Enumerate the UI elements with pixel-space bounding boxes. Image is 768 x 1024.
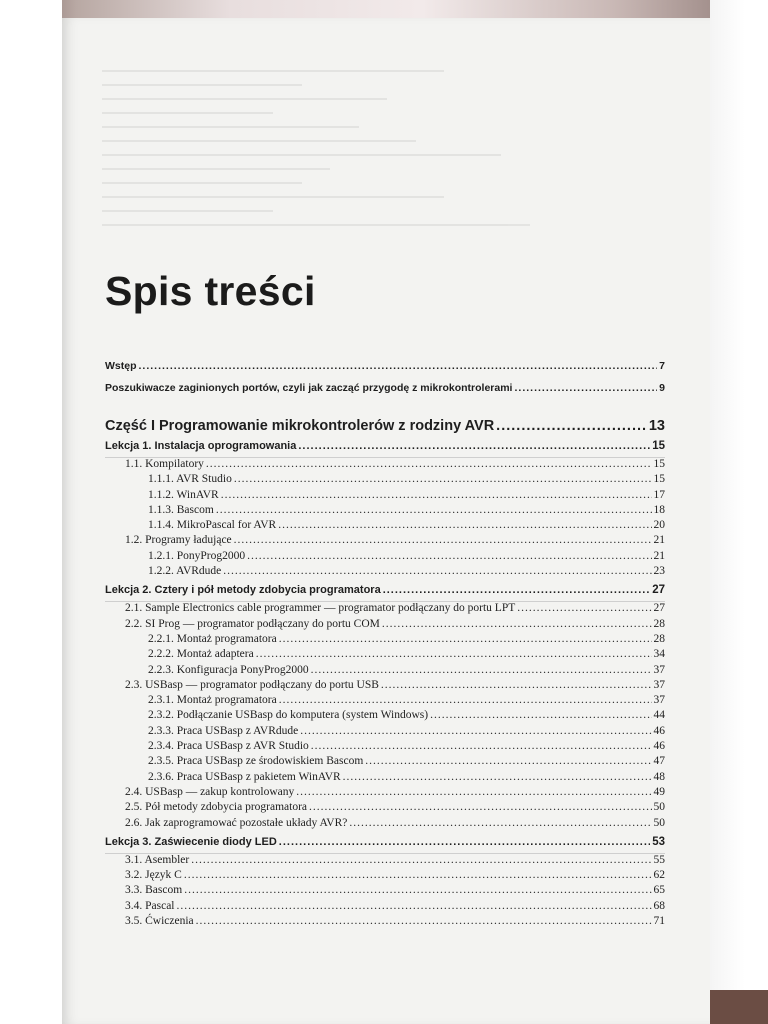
toc-page-number: 53: [652, 835, 665, 848]
leader-dots: [247, 550, 651, 562]
leader-dots: [196, 915, 652, 927]
toc-section-row[interactable]: [105, 884, 665, 899]
toc-page-number: 15: [653, 473, 665, 486]
leader-dots: [177, 900, 652, 912]
toc-subsection-row[interactable]: [105, 473, 665, 488]
toc-page-number: 15: [653, 458, 665, 470]
page-title: Spis treści: [105, 268, 316, 314]
toc-entry-label: 2.2.1. Montaż programatora: [148, 632, 277, 645]
leader-dots: [184, 869, 652, 881]
toc-lesson-row[interactable]: [105, 836, 665, 854]
table-of-contents: [105, 360, 665, 930]
toc-lesson-row[interactable]: [105, 584, 665, 602]
toc-page-number: 21: [653, 534, 665, 547]
toc-subsection-row[interactable]: [105, 664, 665, 679]
toc-page-number: 55: [653, 853, 665, 866]
toc-entry-label: 2.3.4. Praca USBasp z AVR Studio: [148, 740, 309, 753]
toc-section-row[interactable]: [105, 618, 665, 633]
toc-subsection-row[interactable]: [105, 740, 665, 755]
toc-entry-label: 1.1.4. MikroPascal for AVR: [148, 519, 277, 532]
toc-entry-label: 2.4. USBasp — zakup kontrolowany: [125, 785, 295, 798]
leader-dots: [343, 771, 652, 783]
leader-dots: [309, 801, 651, 813]
toc-page-number: 27: [653, 602, 665, 615]
toc-page-number: 7: [659, 360, 665, 372]
toc-intro-row[interactable]: [105, 382, 665, 404]
leader-dots: [300, 725, 651, 737]
toc-entry-label: Część I Programowanie mikrokontrolerów z rodziny AVR: [105, 418, 495, 434]
leader-dots: [349, 817, 651, 829]
toc-page-number: 28: [653, 632, 665, 645]
toc-subsection-row[interactable]: [105, 519, 665, 534]
leader-dots: [311, 740, 652, 752]
toc-entry-label: 2.6. Jak zaprogramować pozostałe układy AVR?: [125, 816, 348, 829]
toc-page-number: 46: [653, 724, 665, 737]
book-page: [62, 18, 710, 1024]
leader-dots: [234, 473, 652, 485]
toc-page-number: 71: [653, 915, 665, 928]
toc-entry-label: 2.3. USBasp — programator podłączany do portu USB: [125, 678, 379, 691]
leader-dots: [221, 489, 652, 501]
leader-dots: [216, 504, 652, 516]
toc-section-row[interactable]: [105, 602, 665, 617]
toc-entry-label: Wstęp: [105, 360, 137, 372]
toc-subsection-row[interactable]: [105, 709, 665, 724]
leader-dots: [381, 679, 652, 691]
toc-page-number: 37: [653, 678, 665, 691]
toc-page-number: 46: [653, 740, 665, 753]
toc-entry-label: 2.3.5. Praca USBasp ze środowiskiem Bascom: [148, 755, 364, 768]
toc-subsection-row[interactable]: [105, 755, 665, 770]
leader-dots: [256, 648, 652, 660]
toc-section-row[interactable]: [105, 869, 665, 884]
toc-entry-label: 2.5. Pół metody zdobycia programatora: [125, 801, 308, 814]
toc-page-number: 68: [653, 899, 665, 912]
leader-dots: [311, 664, 652, 676]
toc-page-number: 65: [653, 884, 665, 897]
toc-entry-label: 3.3. Bascom: [125, 884, 183, 897]
toc-page-number: 9: [659, 382, 665, 394]
toc-subsection-row[interactable]: [105, 550, 665, 565]
toc-page-number: 28: [653, 617, 665, 630]
toc-subsection-row[interactable]: [105, 565, 665, 580]
scan-bottom-corner: [708, 990, 768, 1024]
leader-dots: [279, 694, 652, 706]
toc-entry-label: 3.5. Ćwiczenia: [125, 915, 194, 928]
leader-dots: [298, 440, 650, 452]
toc-page-number: 13: [648, 418, 665, 434]
toc-page-number: 20: [653, 519, 665, 532]
toc-entry-label: 1.1.2. WinAVR: [148, 488, 219, 501]
toc-subsection-row[interactable]: [105, 648, 665, 663]
toc-subsection-row[interactable]: [105, 725, 665, 740]
toc-page-number: 34: [653, 648, 665, 661]
toc-page-number: 18: [653, 503, 665, 516]
toc-section-row[interactable]: [105, 534, 665, 549]
toc-entry-label: 2.3.3. Praca USBasp z AVRdude: [148, 724, 299, 737]
toc-entry-label: Lekcja 2. Cztery i pół metody zdobycia programatora: [105, 584, 381, 597]
toc-entry-label: Lekcja 1. Instalacja oprogramowania: [105, 440, 297, 452]
leader-dots: [139, 360, 658, 372]
toc-section-row[interactable]: [105, 458, 665, 473]
toc-entry-label: 2.2.2. Montaż adaptera: [148, 648, 254, 661]
leader-dots: [278, 519, 651, 531]
toc-page-number: 44: [653, 709, 665, 722]
leader-dots: [191, 854, 651, 866]
toc-subsection-row[interactable]: [105, 489, 665, 504]
toc-page-number: 27: [652, 584, 665, 597]
toc-entry-label: 2.2. SI Prog — programator podłączany do portu COM: [125, 617, 380, 630]
toc-entries: [105, 440, 665, 930]
toc-page-number: 37: [653, 694, 665, 707]
toc-page-number: 37: [653, 663, 665, 676]
toc-page-number: 49: [653, 785, 665, 798]
toc-entry-label: Poszukiwacze zaginionych portów, czyli jak zacząć przygodę z mikrokontrolerami: [105, 382, 513, 394]
toc-page-number: 47: [653, 755, 665, 768]
toc-subsection-row[interactable]: [105, 504, 665, 519]
leader-dots: [206, 458, 652, 470]
leader-dots: [496, 418, 647, 434]
leader-dots: [184, 884, 651, 896]
leader-dots: [430, 709, 651, 721]
toc-subsection-row[interactable]: [105, 633, 665, 648]
toc-page-number: 15: [652, 440, 665, 452]
toc-page-number: 23: [653, 565, 665, 578]
toc-page-number: 50: [653, 816, 665, 829]
leader-dots: [279, 633, 652, 645]
toc-section-row[interactable]: [105, 915, 665, 930]
leader-dots: [382, 618, 652, 630]
toc-entry-label: Lekcja 3. Zaświecenie diody LED: [105, 835, 277, 848]
toc-entry-label: 1.2.1. PonyProg2000: [148, 549, 246, 562]
toc-page-number: 21: [653, 549, 665, 562]
toc-entry-label: 3.4. Pascal: [125, 899, 175, 912]
toc-lesson-row[interactable]: [105, 440, 665, 458]
leader-dots: [514, 382, 657, 394]
toc-entry-label: 1.1. Kompilatory: [125, 458, 204, 470]
toc-subsection-row[interactable]: [105, 771, 665, 786]
leader-dots: [234, 534, 652, 546]
leader-dots: [296, 786, 651, 798]
toc-entry-label: 3.1. Asembler: [125, 853, 190, 866]
toc-part-heading[interactable]: [105, 418, 665, 440]
leader-dots: [383, 584, 651, 596]
toc-entry-label: 1.2. Programy ładujące: [125, 534, 232, 547]
toc-page-number: 48: [653, 770, 665, 783]
toc-page-number: 17: [653, 488, 665, 501]
toc-entry-label: 1.1.3. Bascom: [148, 503, 214, 516]
toc-page-number: 50: [653, 801, 665, 814]
toc-entry-label: 1.1.1. AVR Studio: [148, 473, 232, 486]
toc-section-row[interactable]: [105, 900, 665, 915]
toc-entry-label: 1.2.2. AVRdude: [148, 565, 222, 578]
toc-section-row[interactable]: [105, 817, 665, 832]
toc-entry-label: 2.2.3. Konfiguracja PonyProg2000: [148, 663, 309, 676]
leader-dots: [517, 602, 651, 614]
scan-left-margin: [0, 0, 62, 1024]
toc-entry-label: 2.3.6. Praca USBasp z pakietem WinAVR: [148, 770, 341, 783]
toc-intro-row[interactable]: [105, 360, 665, 382]
toc-section-row[interactable]: [105, 854, 665, 869]
toc-entry-label: 2.1. Sample Electronics cable programmer — programator podłączany do portu LPT: [125, 602, 516, 615]
leader-dots: [279, 836, 650, 848]
toc-section-row[interactable]: [105, 801, 665, 816]
toc-entry-label: 3.2. Język C: [125, 869, 182, 882]
toc-entry-label: 2.3.2. Podłączanie USBasp do komputera (system Windows): [148, 709, 429, 722]
toc-page-number: 62: [653, 869, 665, 882]
scan-right-margin: [710, 0, 768, 1024]
leader-dots: [223, 565, 651, 577]
toc-section-row[interactable]: [105, 786, 665, 801]
toc-section-row[interactable]: [105, 679, 665, 694]
toc-entry-label: 2.3.1. Montaż programatora: [148, 694, 277, 707]
leader-dots: [365, 755, 651, 767]
toc-subsection-row[interactable]: [105, 694, 665, 709]
